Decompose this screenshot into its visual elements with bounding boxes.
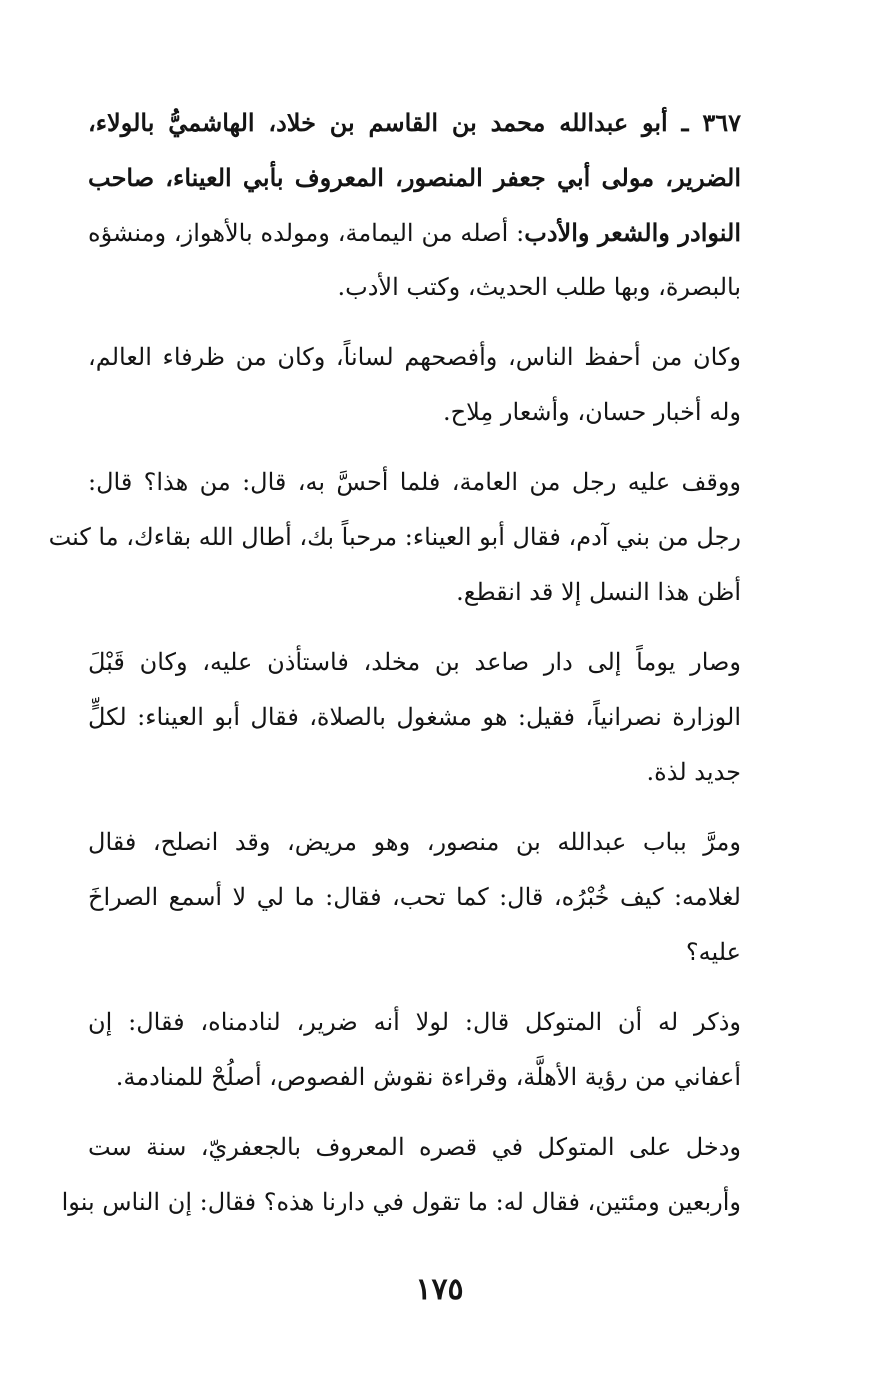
paragraph — [88, 815, 791, 980]
paragraph-line: أظن هذا النسل إلا قد انقطع. — [456, 578, 741, 606]
paragraph-line: وكان من أحفظ الناس، وأفصحهم لساناً، وكان من ظرفاء العالم، — [88, 343, 741, 371]
entry-line-3-text: : أصله من اليمامة، ومولده بالأهواز، ومنشؤه — [88, 219, 525, 247]
paragraph-line: جديد لذة. — [646, 758, 741, 786]
entry-heading-line-1: ٣٦٧ ـ أبو عبدالله محمد بن القاسم بن خلاد، الهاشميُّ بالولاء، — [88, 108, 741, 137]
paragraph-line: وله أخبار حسان، وأشعار مِلاح. — [442, 398, 741, 426]
paragraph-line: رجل من بني آدم، فقال أبو العيناء: مرحباً بك، أطال الله بقاءك، ما كنت — [48, 523, 741, 551]
page-body-text — [48, 95, 791, 1245]
page-number: ١٧٥ — [415, 1272, 464, 1307]
paragraph-line: ومرَّ بباب عبدالله بن منصور، وهو مريض، وقد انصلح، فقال — [88, 828, 741, 856]
paragraph — [88, 330, 791, 440]
paragraph — [48, 455, 791, 620]
paragraph-line: أعفاني من رؤية الأهلَّة، وقراءة نقوش الفصوص، أصلُحْ للمنادمة. — [115, 1063, 741, 1091]
entry-line-3 — [88, 205, 791, 260]
paragraph-line: وذكر له أن المتوكل قال: لولا أنه ضرير، لنادمناه، فقال: إن — [88, 1008, 741, 1036]
entry-heading-line-2: الضرير، مولى أبي جعفر المنصور، المعروف بأبي العيناء، صاحب — [88, 163, 741, 192]
paragraph-line: ووقف عليه رجل من العامة، فلما أحسَّ به، قال: من هذا؟ قال: — [88, 468, 741, 496]
entry-line-4: بالبصرة، وبها طلب الحديث، وكتب الأدب. — [337, 273, 741, 301]
biography-entry — [88, 95, 791, 315]
entry-heading-line-3: النوادر والشعر والأدب — [524, 218, 741, 247]
paragraph — [88, 635, 791, 800]
paragraph-line: الوزارة نصرانياً، فقيل: هو مشغول بالصلاة، فقال أبو العيناء: لكلٍّ — [88, 703, 741, 731]
paragraph-line: عليه؟ — [685, 938, 741, 966]
paragraph-line: لغلامه: كيف خُبْرُه، قال: كما تحب، فقال: ما لي لا أسمع الصراخَ — [88, 883, 741, 911]
paragraph-line: ودخل على المتوكل في قصره المعروف بالجعفريّ، سنة ست — [88, 1133, 741, 1161]
paragraph-line: وصار يوماً إلى دار صاعد بن مخلد، فاستأذن عليه، وكان قَبْلَ — [88, 648, 741, 676]
paragraph — [88, 995, 791, 1105]
paragraph-line: وأربعين ومئتين، فقال له: ما تقول في دارنا هذه؟ فقال: إن الناس بنوا — [61, 1188, 741, 1216]
paragraph — [61, 1120, 791, 1230]
